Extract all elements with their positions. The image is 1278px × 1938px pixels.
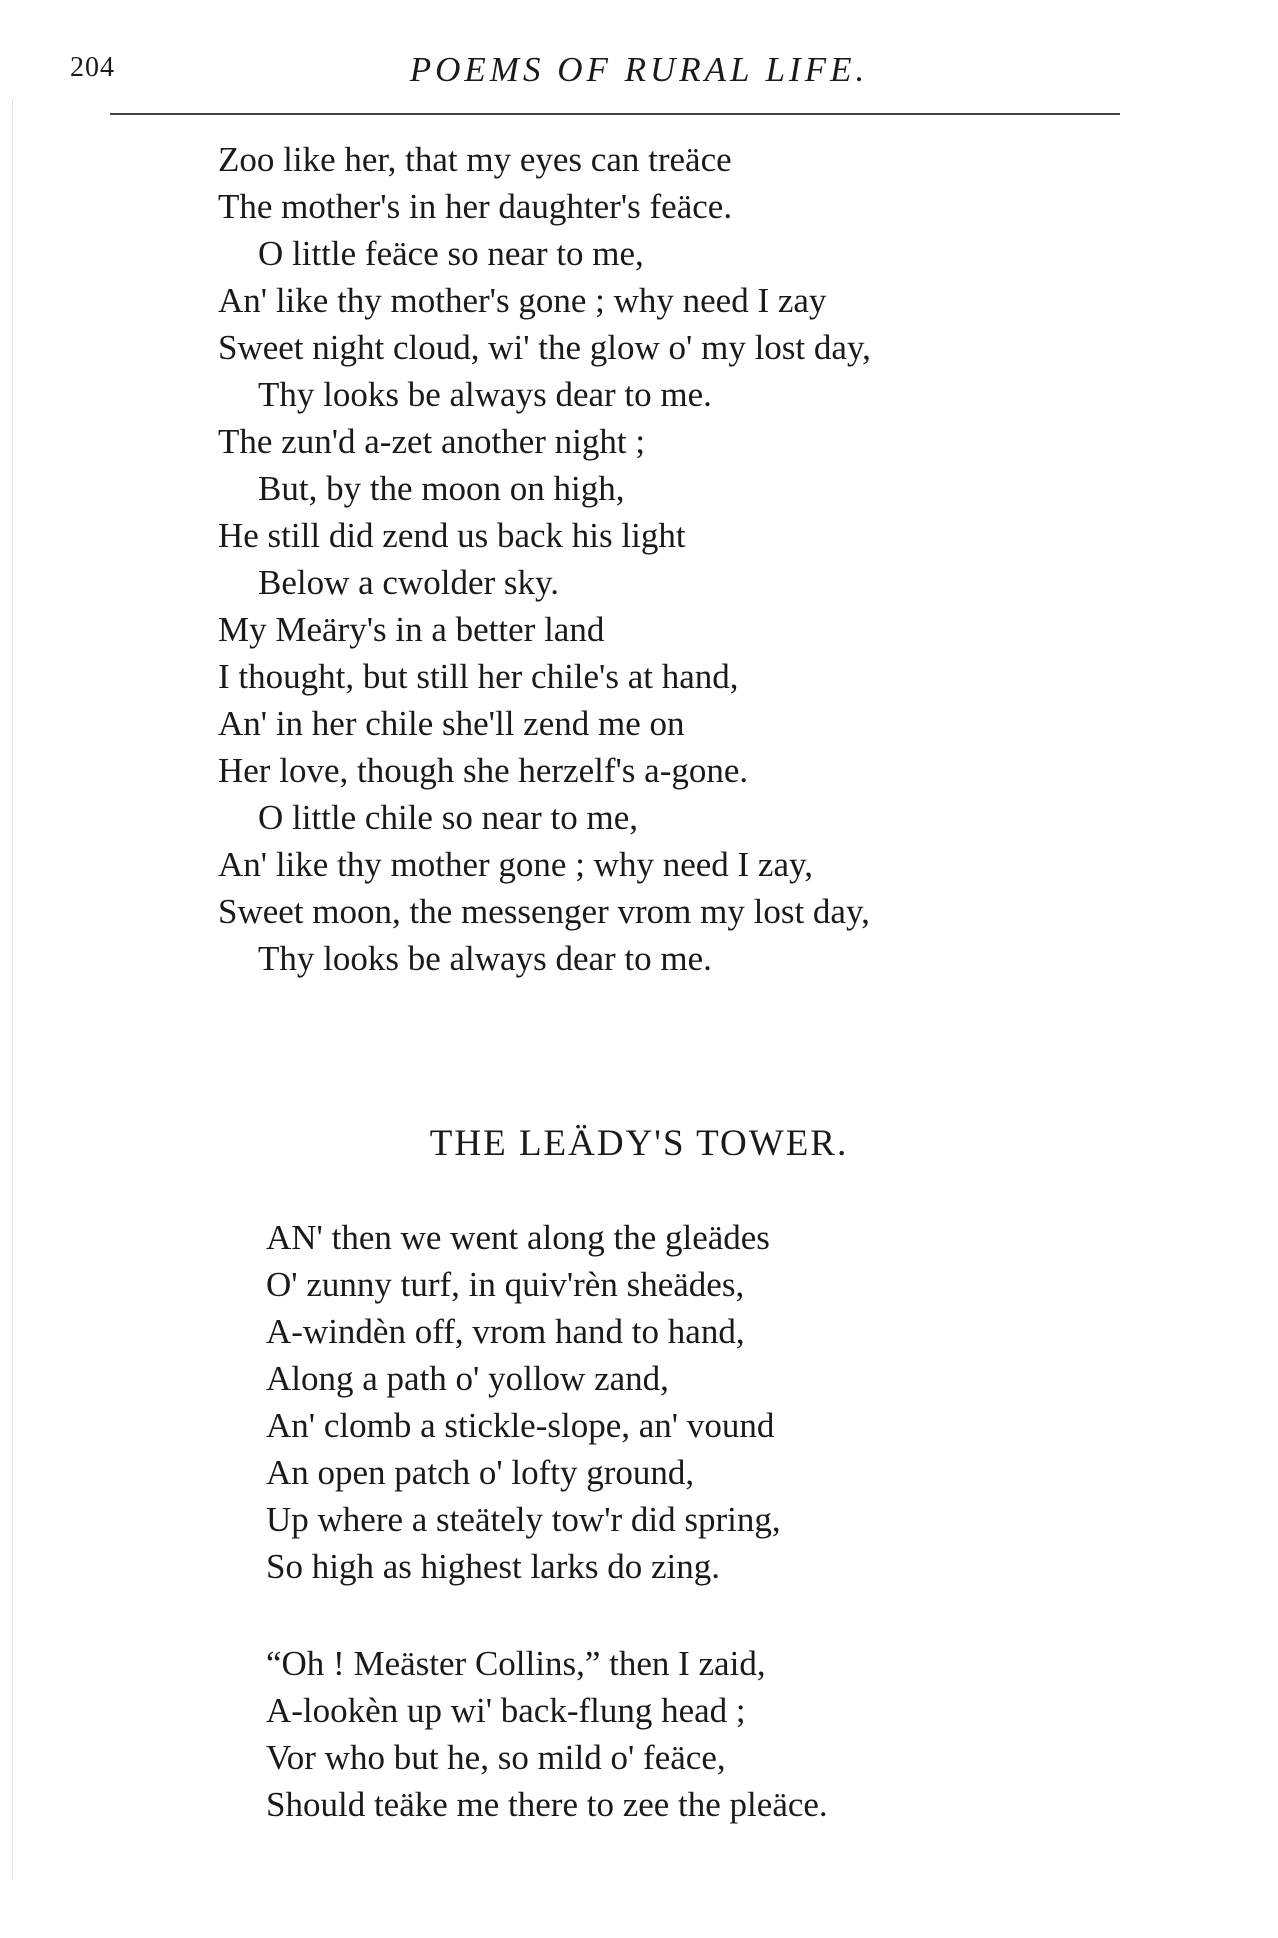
verse-line: An' in her chile she'll zend me on — [218, 704, 685, 743]
verse-line: O' zunny turf, in quiv'rèn sheädes, — [266, 1265, 745, 1304]
verse-line: The zun'd a-zet another night ; — [218, 422, 646, 461]
verse-line: Sweet night cloud, wi' the glow o' my lost day, — [218, 328, 871, 367]
verse-line: But, by the moon on high, — [258, 469, 625, 508]
verse-line: I thought, but still her chile's at hand, — [218, 657, 739, 696]
verse-line: O little feäce so near to me, — [258, 234, 644, 273]
verse-line: Zoo like her, that my eyes can treäce — [218, 140, 732, 179]
poem-continued-text — [218, 136, 871, 982]
binding-margin — [12, 100, 13, 1880]
header-rule — [110, 113, 1120, 115]
verse-line: A-windèn off, vrom hand to hand, — [266, 1312, 745, 1351]
verse-line: “Oh ! Meäster Collins,” then I zaid, — [266, 1644, 766, 1683]
verse-line: An' clomb a stickle-slope, an' vound — [266, 1406, 775, 1445]
verse-line: Sweet moon, the messenger vrom my lost day, — [218, 892, 870, 931]
verse-line: AN' then we went along the gleädes — [266, 1218, 770, 1257]
stanza-2 — [266, 1640, 828, 1828]
verse-line: An' like thy mother gone ; why need I zay, — [218, 845, 813, 884]
verse-line: Vor who but he, so mild o' feäce, — [266, 1738, 726, 1777]
stanza-1 — [266, 1214, 781, 1590]
verse-line: An open patch o' lofty ground, — [266, 1453, 695, 1492]
page-number: 204 — [70, 52, 115, 83]
verse-line: An' like thy mother's gone ; why need I zay — [218, 281, 827, 320]
verse-line: O little chile so near to me, — [258, 798, 639, 837]
verse-line: My Meäry's in a better land — [218, 610, 605, 649]
verse-line: Up where a steätely tow'r did spring, — [266, 1500, 781, 1539]
running-title: POEMS OF RURAL LIFE. — [409, 50, 869, 89]
verse-line: Her love, though she herzelf's a-gone. — [218, 751, 749, 790]
verse-line: A-lookèn up wi' back-flung head ; — [266, 1691, 746, 1730]
verse-line: Below a cwolder sky. — [258, 563, 559, 602]
verse-line: Along a path o' yollow zand, — [266, 1359, 669, 1398]
verse-line: He still did zend us back his light — [218, 516, 686, 555]
poem-title: THE LEÄDY'S TOWER. — [429, 1123, 849, 1164]
verse-line: So high as highest larks do zing. — [266, 1547, 720, 1586]
verse-line: Thy looks be always dear to me. — [258, 939, 712, 978]
verse-line: The mother's in her daughter's feäce. — [218, 187, 733, 226]
verse-line: Should teäke me there to zee the pleäce. — [266, 1785, 828, 1824]
verse-line: Thy looks be always dear to me. — [258, 375, 712, 414]
